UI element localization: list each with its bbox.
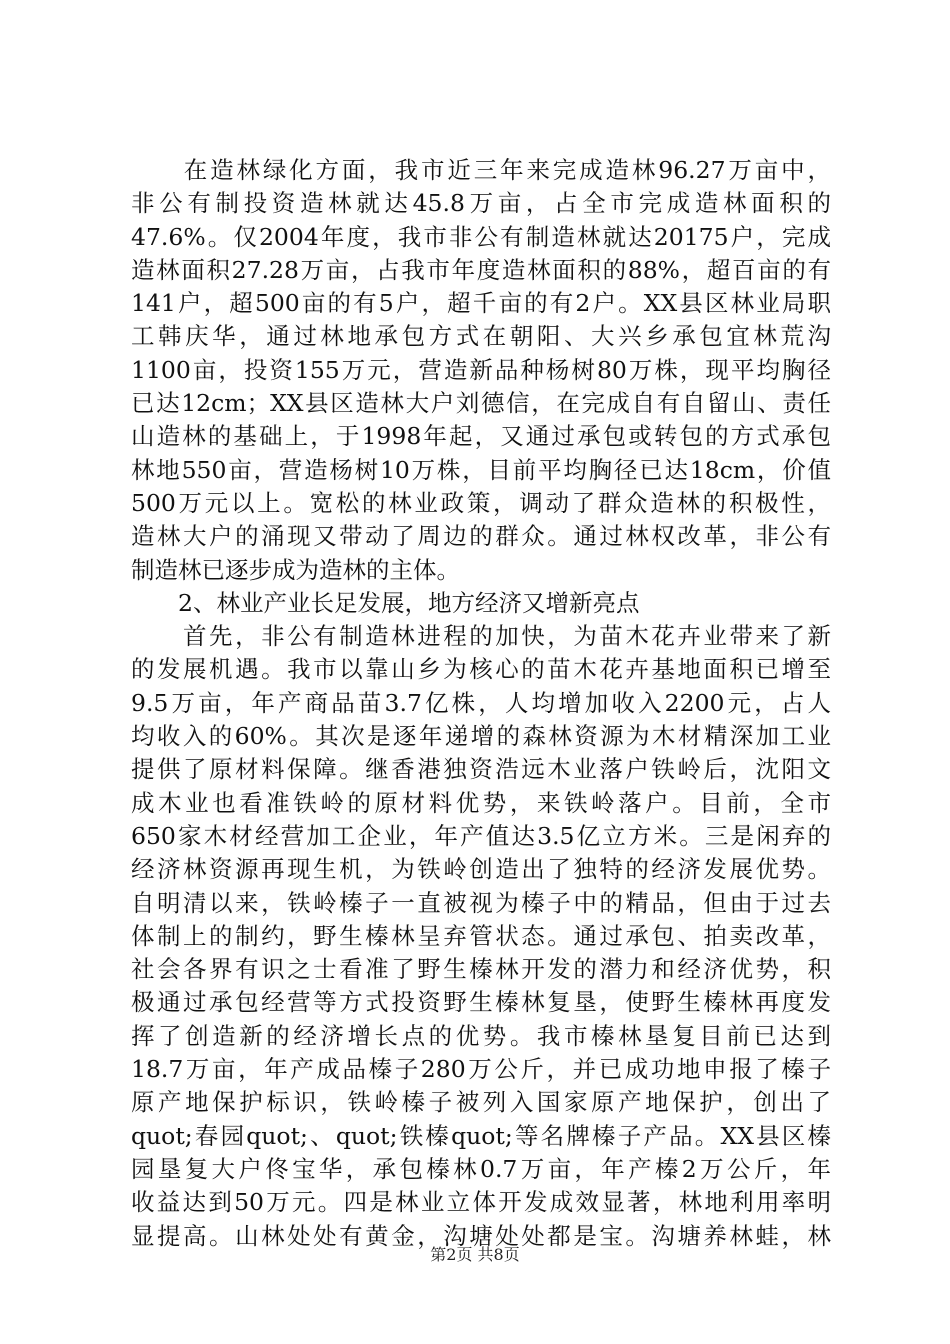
- text-line: 收益达到50万元。四是林业立体开发成效显著，林地利用率明: [131, 1188, 831, 1217]
- text-line: 47.6%。仅2004年度，我市非公有制造林就达20175户，完成: [131, 222, 831, 251]
- text-line: 极通过承包经营等方式投资野生榛林复垦，使野生榛林再度发: [131, 988, 831, 1017]
- text-line: 在造林绿化方面，我市近三年来完成造林96.27万亩中，: [131, 156, 831, 184]
- text-line: 工韩庆华，通过林地承包方式在朝阳、大兴乡承包宜林荒沟: [131, 322, 831, 351]
- text-line: 园垦复大户佟宝华，承包榛林0.7万亩，年产榛2万公斤，年: [131, 1154, 831, 1183]
- section-heading: 2、林业产业长足发展，地方经济又增新亮点: [131, 588, 640, 617]
- page-footer: [0, 1242, 950, 1265]
- text-line: 制造林已逐步成为造林的主体。: [131, 555, 460, 584]
- text-line: 18.7万亩，年产成品榛子280万公斤，并已成功地申报了榛子: [131, 1055, 831, 1084]
- text-line: 141户，超500亩的有5户，超千亩的有2户。XX县区林业局职: [131, 289, 831, 318]
- text-line: 均收入的60%。其次是逐年递增的森林资源为木材精深加工业: [131, 722, 831, 751]
- text-line: 显提高。山林处处有黄金，沟塘处处都是宝。沟塘养林蛙，林: [131, 1221, 831, 1250]
- text-line: 1100亩，投资155万元，营造新品种杨树80万株，现平均胸径: [131, 355, 831, 384]
- text-line: 提供了原材料保障。继香港独资浩远木业落户铁岭后，沈阳文: [131, 755, 831, 784]
- text-line: 山造林的基础上，于1998年起，又通过承包或转包的方式承包: [131, 422, 831, 451]
- text-line: 500万元以上。宽松的林业政策，调动了群众造林的积极性，: [131, 488, 831, 517]
- text-line: 成木业也看准铁岭的原材料优势，来铁岭落户。目前，全市: [131, 788, 831, 817]
- text-line: 经济林资源再现生机，为铁岭创造出了独特的经济发展优势。: [131, 855, 831, 884]
- text-line: 挥了创造新的经济增长点的优势。我市榛林垦复目前已达到: [131, 1021, 831, 1050]
- text-line: 林地550亩，营造杨树10万株，目前平均胸径已达18cm，价值: [131, 455, 831, 484]
- text-line: 自明清以来，铁岭榛子一直被视为榛子中的精品，但由于过去: [131, 888, 831, 917]
- text-line: 社会各界有识之士看准了野生榛林开发的潜力和经济优势，积: [131, 955, 831, 984]
- text-line: 造林大户的涌现又带动了周边的群众。通过林权改革，非公有: [131, 522, 831, 551]
- text-line: 的发展机遇。我市以靠山乡为核心的苗木花卉基地面积已增至: [131, 655, 831, 684]
- text-line: quot;春园quot;、quot;铁榛quot;等名牌榛子产品。XX县区榛: [131, 1121, 831, 1150]
- text-line: 已达12cm；XX县区造林大户刘德信，在完成自有自留山、责任: [131, 389, 831, 418]
- text-line: 体制上的制约，野生榛林呈弃管状态。通过承包、拍卖改革，: [131, 921, 831, 950]
- page-number-label: 第2页 共8页: [430, 1245, 520, 1264]
- text-line: 造林面积27.28万亩，占我市年度造林面积的88%，超百亩的有: [131, 255, 831, 284]
- body-text: [131, 154, 831, 1253]
- text-line: 首先，非公有制造林进程的加快，为苗木花卉业带来了新: [131, 622, 831, 651]
- text-line: 非公有制投资造林就达45.8万亩，占全市完成造林面积的: [131, 189, 831, 218]
- text-line: 650家木材经营加工企业，年产值达3.5亿立方米。三是闲弃的: [131, 821, 831, 850]
- text-line: 原产地保护标识，铁岭榛子被列入国家原产地保护，创出了: [131, 1088, 831, 1117]
- text-line: 9.5万亩，年产商品苗3.7亿株，人均增加收入2200元，占人: [131, 688, 831, 717]
